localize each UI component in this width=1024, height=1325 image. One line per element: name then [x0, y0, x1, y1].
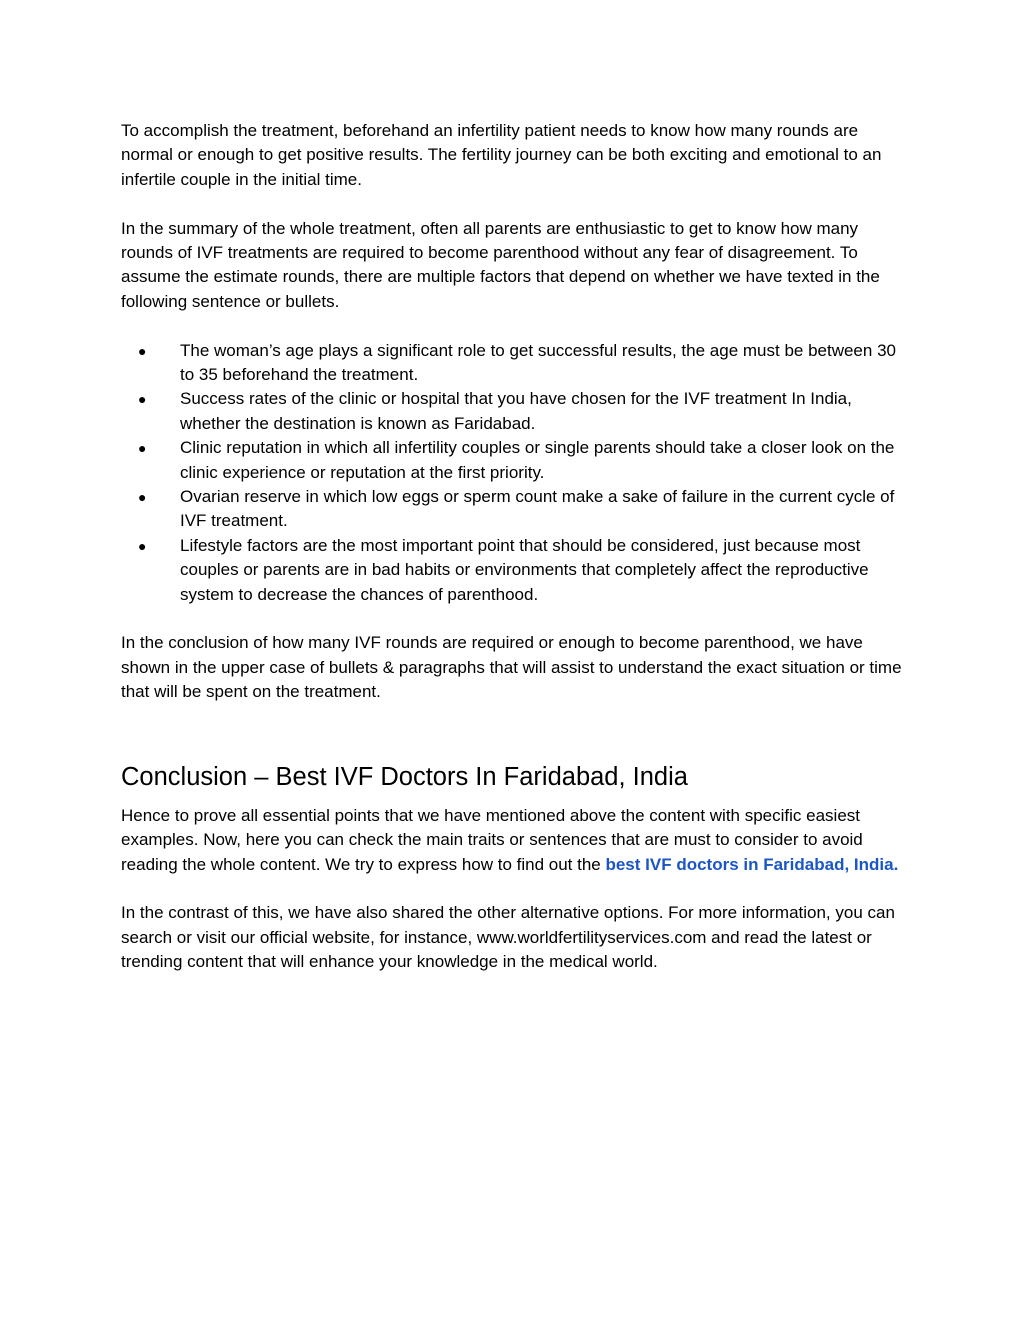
list-item: [121, 387, 911, 436]
document-page: [121, 119, 911, 975]
bullet-icon: ●: [138, 342, 147, 359]
conclusion-intro-paragraph: In the conclusion of how many IVF rounds are required or enough to become parenthood, we have shown in the upper case of bullets & paragraphs that will assist to understand the exact situation or time that will be spent on the treatment.: [121, 633, 902, 702]
summary-paragraph: In the summary of the whole treatment, often all parents are enthusiastic to get to know how many rounds of IVF treatments are required to become parenthood without any fear of disagreement. To assume the estimate rounds, there are multiple factors that depend on whether we have texted in the following sentence or bullets.: [121, 218, 880, 311]
conclusion-paragraph-text: Hence to prove all essential points that we have mentioned above the content with specific easiest examples. Now, here you can check the main traits or sentences that are must to consider to avoid reading the whole content. We try to express how to find out the: [121, 805, 863, 874]
list-item: [121, 339, 911, 388]
conclusion-paragraph: [121, 804, 911, 877]
factors-list: [121, 339, 911, 607]
list-item: [121, 534, 911, 607]
bullet-icon: ●: [138, 489, 147, 506]
bullet-icon: ●: [138, 440, 147, 457]
best-ivf-doctors-link[interactable]: best IVF doctors in Faridabad, India.: [605, 854, 899, 874]
bullet-icon: ●: [138, 537, 147, 554]
list-item: [121, 436, 911, 485]
list-item: [121, 485, 911, 534]
intro-paragraph: To accomplish the treatment, beforehand an infertility patient needs to know how many rounds are normal or enough to get positive results. The fertility journey can be both exciting and emotional to an infertile couple in the initial time.: [121, 121, 882, 189]
list-item-text: The woman’s age plays a significant role to get successful results, the age must be between 30 to 35 beforehand the treatment.: [180, 340, 896, 385]
conclusion-heading: Conclusion – Best IVF Doctors In Faridabad, India: [121, 762, 688, 791]
list-item-text: Ovarian reserve in which low eggs or sperm count make a sake of failure in the current cycle of IVF treatment.: [180, 487, 895, 531]
list-item-text: Lifestyle factors are the most important point that should be considered, just because most couples or parents are in bad habits or environments that completely affect the reproductive system to decrease the chances of parenthood.: [180, 535, 869, 604]
list-item-text: Clinic reputation in which all infertility couples or single parents should take a closer look on the clinic experience or reputation at the first priority.: [180, 438, 895, 482]
list-item-text: Success rates of the clinic or hospital that you have chosen for the IVF treatment In India, whether the destination is known as Faridabad.: [180, 389, 852, 433]
bullet-icon: ●: [138, 391, 147, 408]
contrast-paragraph: In the contrast of this, we have also shared the other alternative options. For more information, you can search or visit our official website, for instance, www.worldfertilityservices.com and read the latest or trending content that will enhance your knowledge in the medical world.: [121, 903, 895, 972]
